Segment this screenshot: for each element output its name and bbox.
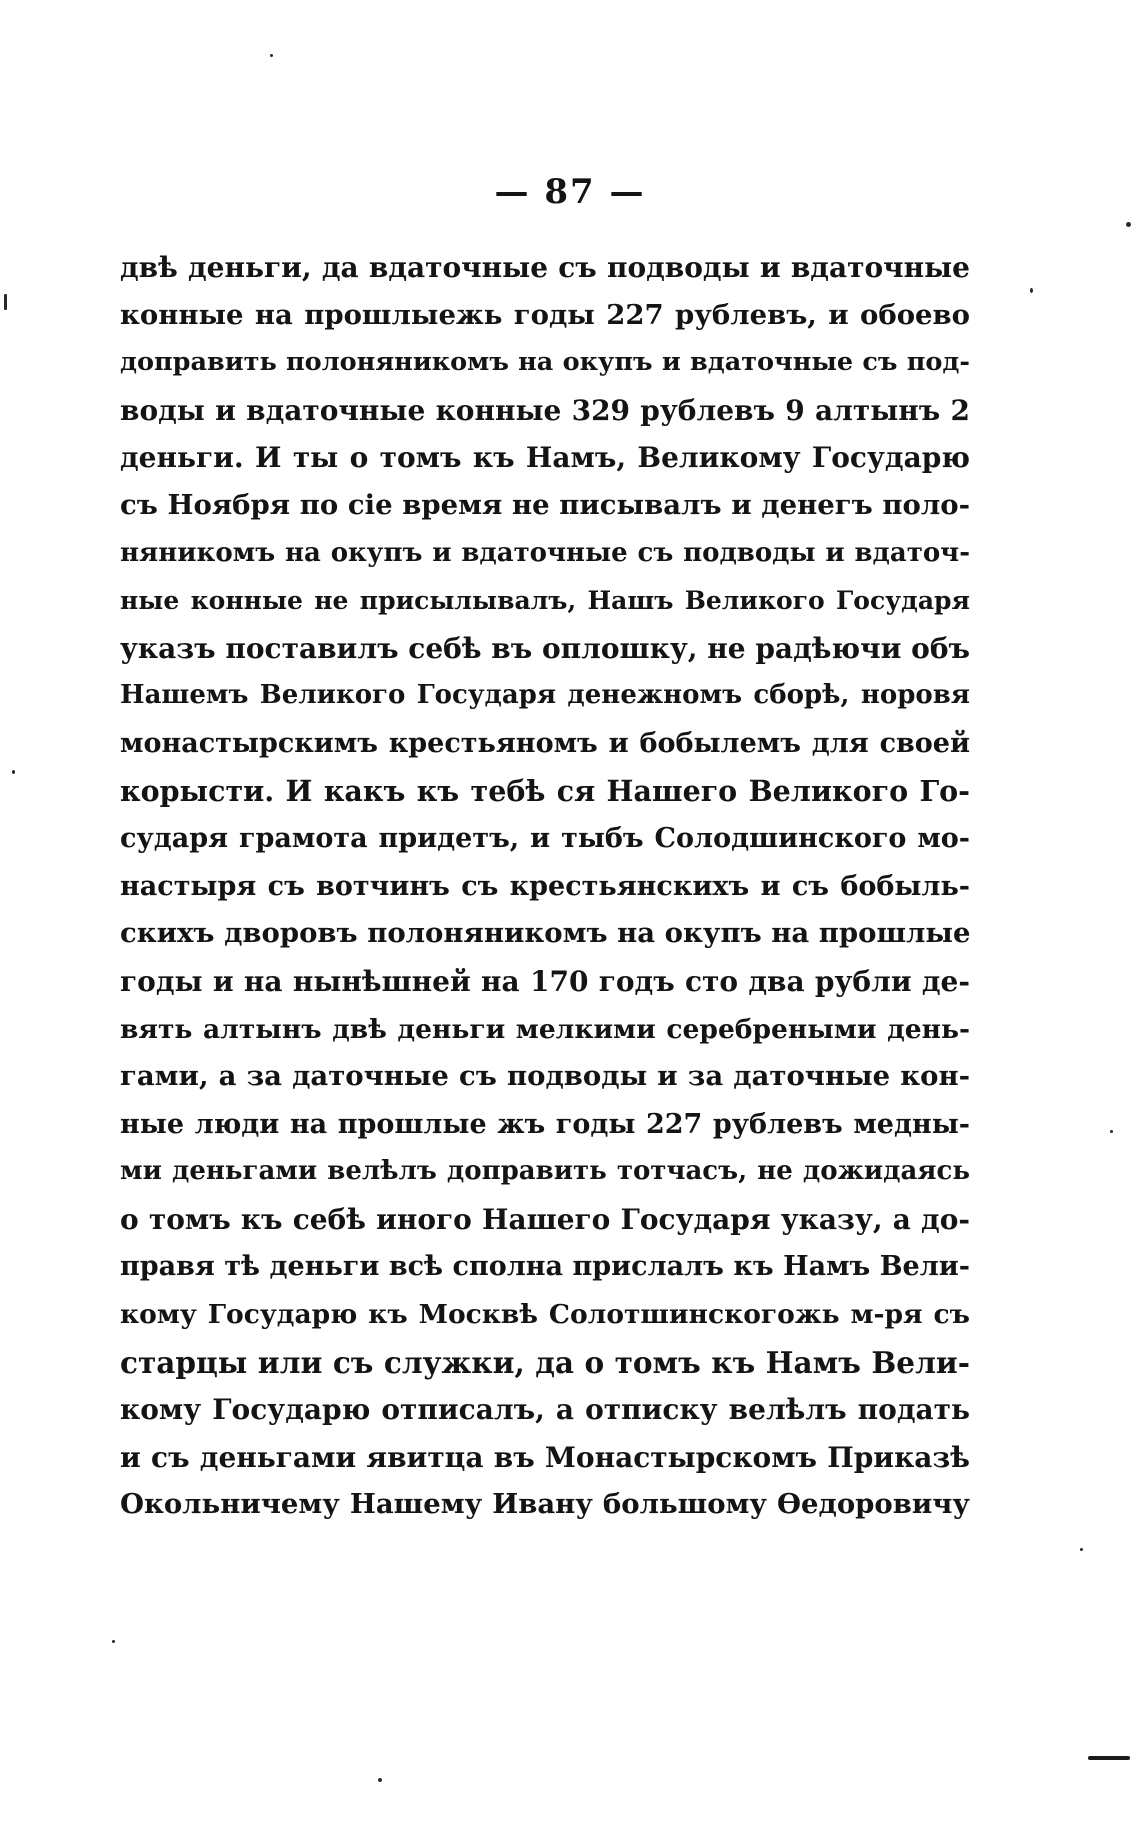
text-line: ми деньгами велѣлъ доправить тотчасъ, не дожидаясь <box>120 1156 970 1187</box>
text-line: ные конные не присылывалъ, Нашъ Великого Государя <box>120 586 970 616</box>
text-line: вять алтынъ двѣ деньги мелкими серебреными день- <box>120 1013 970 1045</box>
text-line: кому Государю отписалъ, а отписку велѣлъ подать <box>120 1393 970 1427</box>
scan-speck <box>12 770 15 774</box>
text-line: старцы или съ служки, да о томъ къ Намъ Вели- <box>120 1344 970 1380</box>
page-number: — 87 — <box>494 172 646 212</box>
text-line: корысти. И какъ къ тебѣ ся Нашего Великого Го- <box>120 773 970 808</box>
text-line: конные на прошлыежь годы 227 рублевъ, и обоево <box>120 298 970 331</box>
text-line: двѣ деньги, да вдаточные съ подводы и вдаточные <box>120 251 970 284</box>
scan-speck <box>378 1778 382 1782</box>
text-line: доправить полоняникомъ на окупъ и вдаточные съ под- <box>120 347 970 378</box>
scan-speck <box>1030 288 1033 293</box>
text-line: скихъ дворовъ полоняникомъ на окупъ на прошлые <box>120 917 970 950</box>
text-line: и съ деньгами явитца въ Монастырскомъ Приказѣ <box>120 1440 970 1474</box>
text-line: няникомъ на окупъ и вдаточные съ подводы и вдаточ- <box>120 537 970 568</box>
scan-speck <box>1126 222 1131 227</box>
text-line: Нашемъ Великого Государя денежномъ сборѣ, норовя <box>120 680 970 711</box>
scan-speck <box>112 1640 115 1643</box>
text-line: Окольничему Нашему Ивану большому Ѳедоровичу <box>120 1488 970 1521</box>
text-line: кому Государю къ Москвѣ Солотшинскогожь м-ря съ <box>120 1299 970 1331</box>
text-line: настыря съ вотчинъ съ крестьянскихъ и съ бобыль- <box>120 870 970 902</box>
text-line: ные люди на прошлые жъ годы 227 рублевъ медны- <box>120 1108 970 1140</box>
text-line: правя тѣ деньги всѣ сполна прислалъ къ Намъ Вели- <box>120 1251 970 1283</box>
text-line: сударя грамота придетъ, и тыбъ Солодшинского мо- <box>120 823 970 855</box>
scan-speck <box>4 294 7 310</box>
text-line: гами, а за даточные съ подводы и за даточные кон- <box>120 1060 970 1093</box>
scan-speck <box>270 54 273 57</box>
text-line: о томъ къ себѣ иного Нашего Государя указу, а до- <box>120 1202 970 1236</box>
text-line: съ Ноября по сіе время не писывалъ и денегъ поло- <box>120 488 970 521</box>
text-line: монастырскимъ крестьяномъ и бобылемъ для своей <box>120 727 970 759</box>
scan-speck <box>1110 1130 1113 1133</box>
text-line: воды и вдаточные конные 329 рублевъ 9 алтынъ 2 <box>120 393 970 427</box>
text-line: деньги. И ты о томъ къ Намъ, Великому Государю <box>120 441 970 475</box>
text-line: годы и на нынѣшней на 170 годъ сто два рубли де- <box>120 964 970 998</box>
margin-dash <box>1088 1756 1130 1760</box>
body-text <box>120 244 970 1529</box>
scan-speck <box>1080 1548 1083 1551</box>
text-line: указъ поставилъ себѣ въ оплошку, не радѣючи объ <box>120 631 970 665</box>
